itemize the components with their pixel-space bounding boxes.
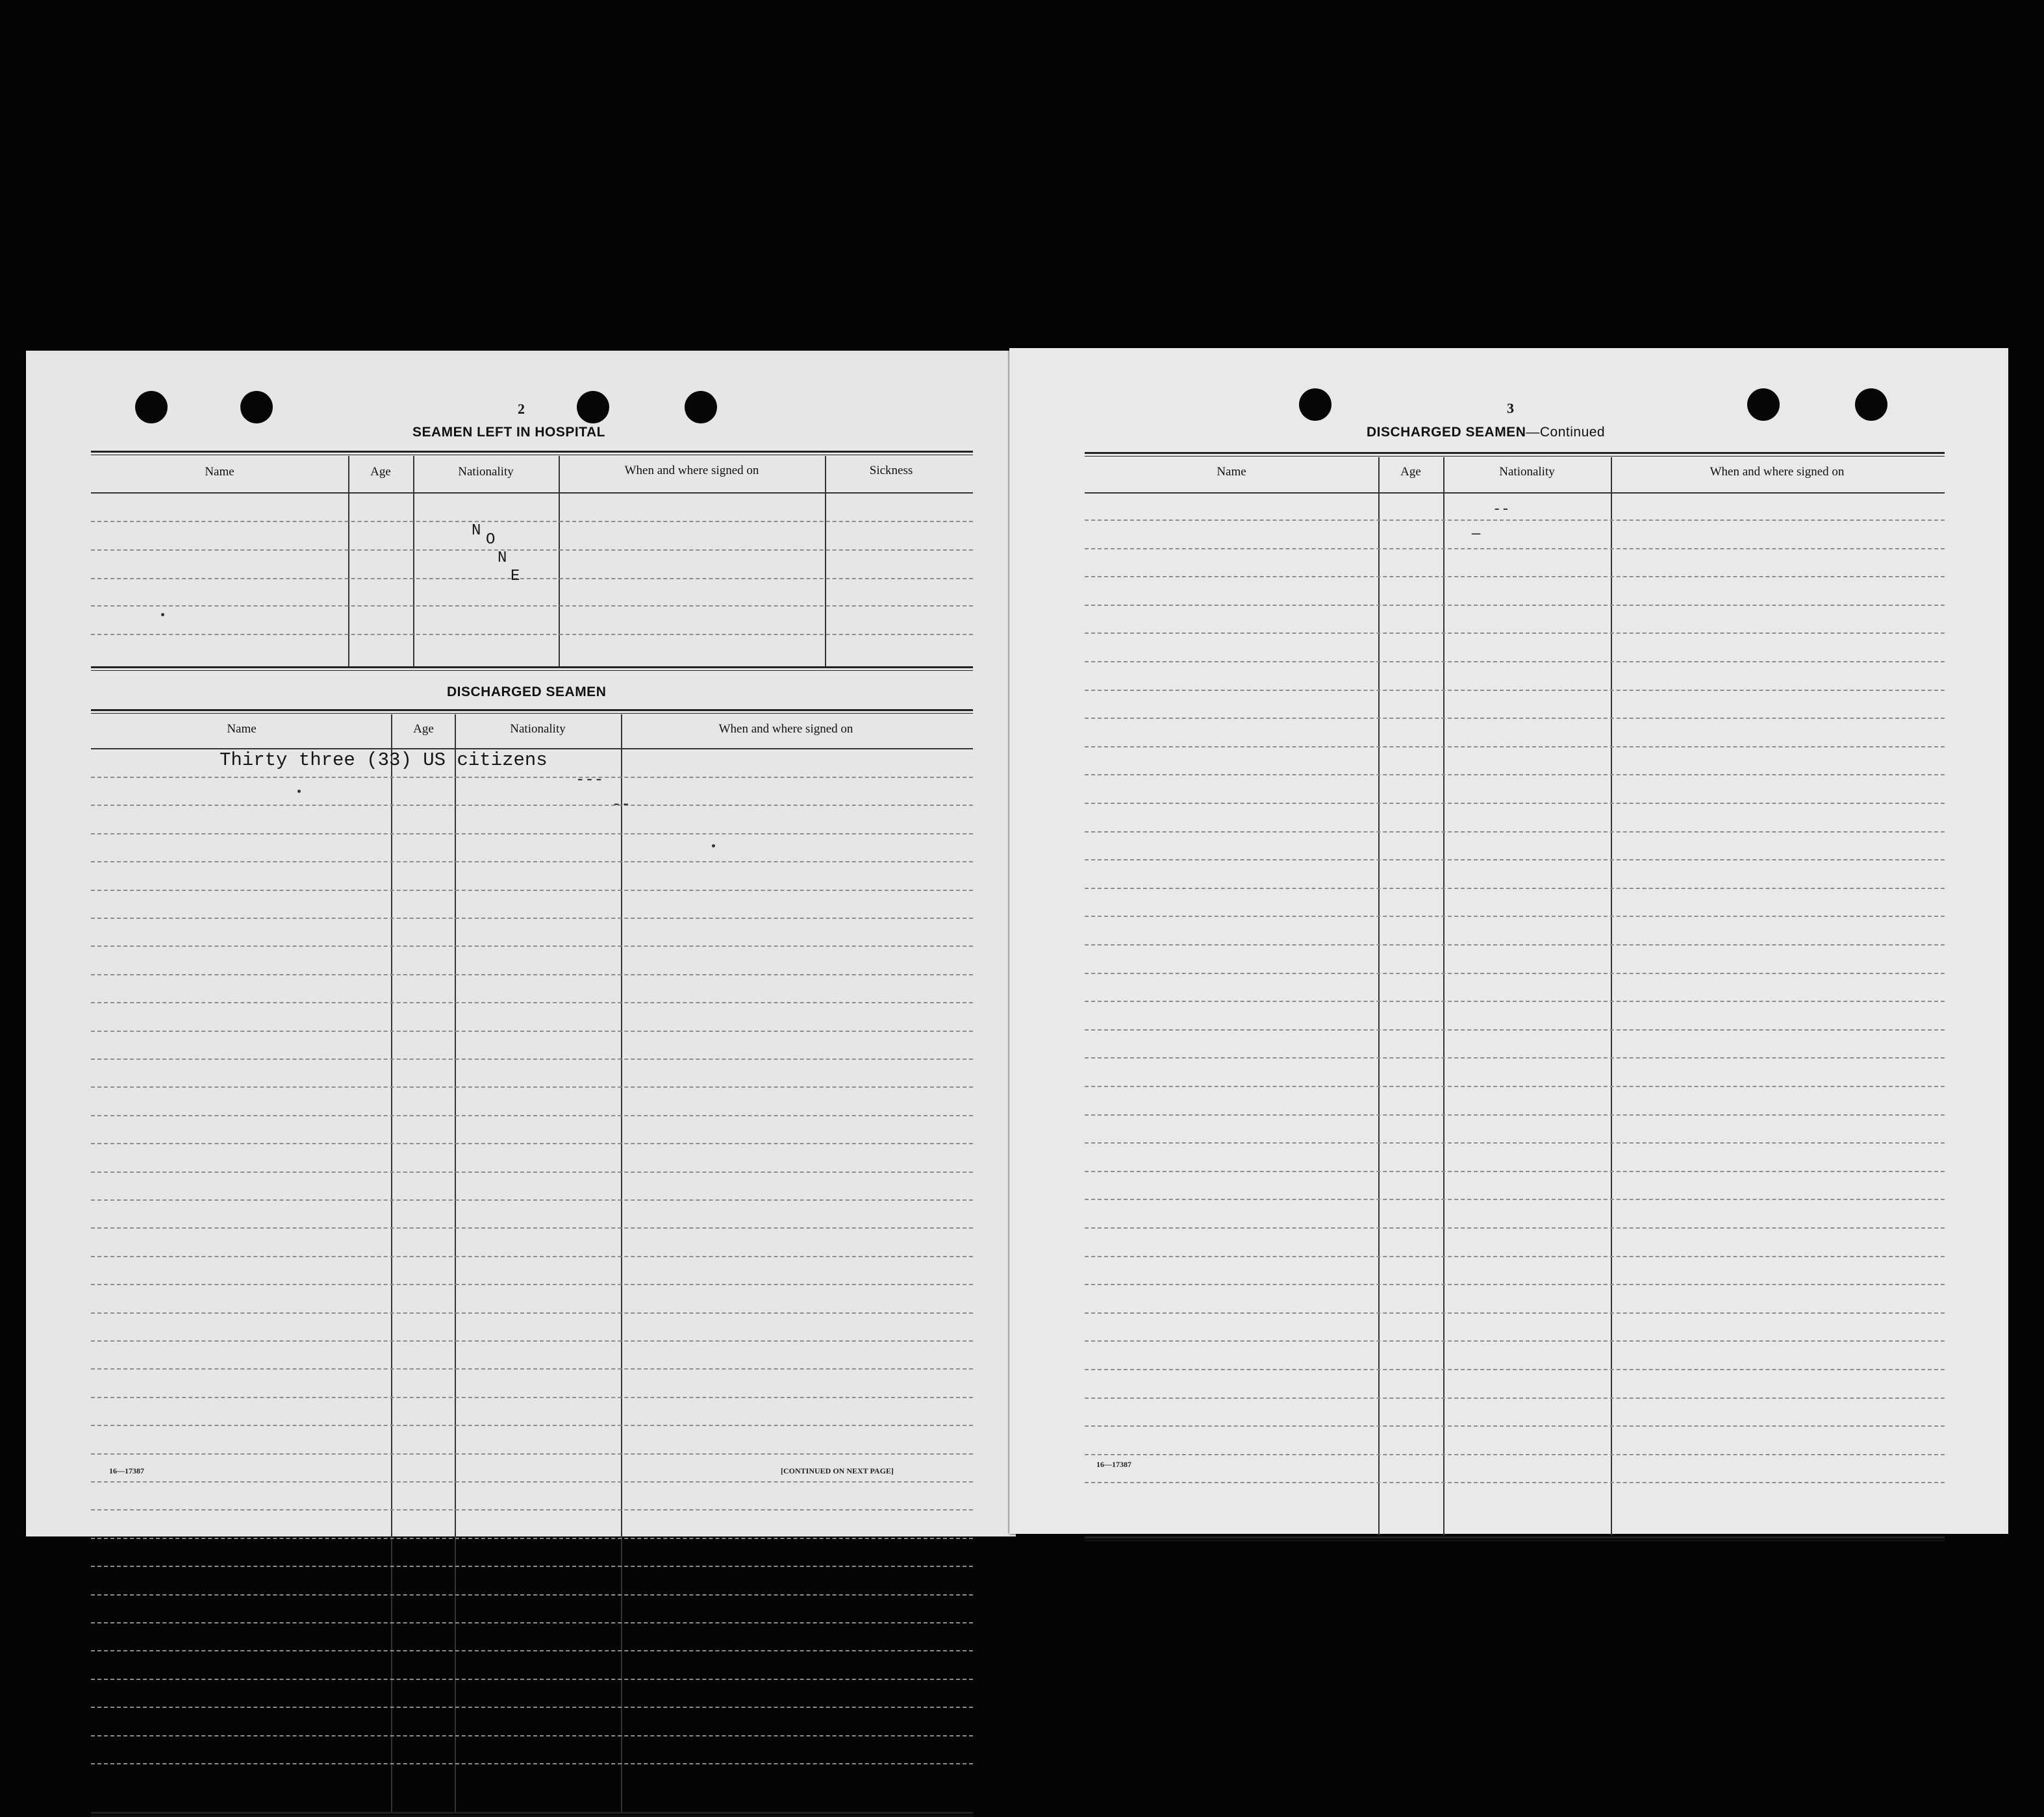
ruled-line	[91, 1622, 973, 1623]
ruled-line	[1085, 1171, 1945, 1172]
ruled-line	[91, 1509, 973, 1510]
ditto-mark: --	[1493, 501, 1510, 518]
discharged-table	[91, 709, 973, 1817]
title-suffix: —Continued	[1526, 425, 1606, 440]
ruled-line	[91, 1763, 973, 1764]
entry-letter-n: N	[498, 549, 507, 567]
ruled-line	[91, 974, 973, 975]
ruled-line	[1085, 661, 1945, 662]
ruled-line	[91, 1115, 973, 1116]
entry-letter-e: E	[511, 568, 520, 585]
column-header-age: Age	[413, 722, 434, 736]
ditto-mark: --	[612, 796, 631, 814]
column-header-signed-on: When and where signed on	[718, 722, 853, 736]
column-header-sickness: Sickness	[869, 464, 913, 477]
ruled-line	[91, 1340, 973, 1342]
ruled-line	[1085, 690, 1945, 691]
ruled-line	[91, 833, 973, 834]
ditto-mark: —	[1472, 526, 1481, 542]
ruled-line	[1085, 520, 1945, 521]
ruled-line	[1085, 1114, 1945, 1116]
ruled-line	[1085, 1369, 1945, 1370]
ruled-line	[1085, 1284, 1945, 1285]
ruled-line	[1085, 1142, 1945, 1144]
ruled-line	[91, 1312, 973, 1314]
ruled-line	[91, 1059, 973, 1060]
punch-hole	[685, 391, 717, 423]
ruled-line	[1085, 1057, 1945, 1059]
form-number: 16—17387	[1096, 1460, 1131, 1469]
page-number: 3	[1507, 400, 1514, 416]
ruled-line	[1085, 633, 1945, 634]
ruled-line	[1085, 1482, 1945, 1483]
column-header-nationality: Nationality	[510, 722, 566, 736]
ruled-line	[91, 1368, 973, 1370]
ruled-line	[91, 777, 973, 778]
ruled-line	[91, 1679, 973, 1680]
column-header-name: Name	[205, 465, 234, 479]
column-header-name: Name	[227, 722, 257, 736]
ruled-line	[91, 1481, 973, 1483]
punch-hole	[135, 391, 168, 423]
ruled-line	[91, 1425, 973, 1426]
column-header-nationality: Nationality	[458, 465, 514, 479]
ruled-line	[1085, 718, 1945, 719]
column-header-name: Name	[1217, 465, 1246, 479]
discharged-continued-table	[1085, 452, 1945, 1543]
ruled-line	[1085, 576, 1945, 577]
ruled-line	[91, 1707, 973, 1708]
ruled-line	[91, 946, 973, 947]
ruled-line	[1085, 1029, 1945, 1031]
punch-hole	[1299, 388, 1331, 421]
punch-hole	[1855, 388, 1887, 421]
hospital-section-title: SEAMEN LEFT IN HOSPITAL	[412, 425, 605, 440]
ruled-line	[1085, 1086, 1945, 1087]
ruled-line	[1085, 1227, 1945, 1229]
ruled-line	[91, 1031, 973, 1032]
ruled-line	[1085, 1340, 1945, 1342]
ruled-line	[91, 890, 973, 891]
entry-letter-n: N	[472, 522, 481, 540]
ruled-line	[91, 1566, 973, 1567]
discharged-continued-title	[1367, 425, 1605, 440]
punch-hole	[1747, 388, 1780, 421]
ruled-line	[91, 1143, 973, 1144]
title-main: DISCHARGED SEAMEN	[1367, 425, 1526, 440]
ruled-line	[1085, 944, 1945, 946]
ruled-line	[91, 1284, 973, 1285]
continued-notice: [CONTINUED ON NEXT PAGE]	[781, 1466, 894, 1475]
ruled-line	[91, 1453, 973, 1455]
ruled-line	[1085, 831, 1945, 833]
ruled-line	[1085, 1256, 1945, 1257]
punch-hole	[240, 391, 273, 423]
discharged-entry-text: Thirty three (33) US citizens	[220, 749, 548, 771]
column-header-age: Age	[1400, 465, 1421, 479]
ruled-line	[1085, 1199, 1945, 1200]
ruled-line	[91, 805, 973, 806]
column-header-signed-on: When and where signed on	[624, 464, 759, 477]
ruled-line	[91, 1397, 973, 1398]
ruled-line	[1085, 916, 1945, 917]
ruled-line	[91, 1172, 973, 1173]
left-page	[26, 351, 1016, 1536]
ditto-mark: ---	[575, 771, 604, 789]
ruled-line	[1085, 803, 1945, 804]
ruled-line	[91, 1256, 973, 1257]
ruled-line	[1085, 859, 1945, 860]
ruled-line	[1085, 888, 1945, 889]
ruled-line	[1085, 1454, 1945, 1455]
right-page	[1009, 348, 2008, 1534]
punch-hole	[577, 391, 609, 423]
ruled-line	[91, 1594, 973, 1596]
entry-letter-o: O	[486, 531, 496, 549]
ruled-line	[1085, 746, 1945, 747]
ruled-line	[91, 1650, 973, 1651]
ruled-line	[1085, 1397, 1945, 1399]
ruled-line	[91, 1538, 973, 1539]
ink-speck	[712, 844, 715, 847]
ruled-line	[91, 861, 973, 862]
ruled-line	[1085, 774, 1945, 775]
ruled-line	[91, 1002, 973, 1003]
column-header-nationality: Nationality	[1499, 465, 1555, 479]
ruled-line	[1085, 548, 1945, 549]
form-number: 16—17387	[109, 1466, 144, 1475]
column-header-signed-on: When and where signed on	[1710, 465, 1845, 479]
hospital-table	[91, 451, 973, 671]
page-number: 2	[518, 401, 525, 417]
discharged-section-title: DISCHARGED SEAMEN	[447, 684, 607, 699]
ruled-line	[1085, 1425, 1945, 1427]
ruled-line	[1085, 605, 1945, 606]
ruled-line	[91, 1735, 973, 1736]
ink-speck	[161, 613, 164, 616]
ruled-line	[91, 1227, 973, 1229]
ruled-line	[91, 1086, 973, 1088]
column-header-age: Age	[370, 465, 391, 479]
ruled-line	[91, 1199, 973, 1201]
ruled-line	[1085, 1312, 1945, 1314]
ruled-line	[1085, 1001, 1945, 1002]
ruled-line	[91, 918, 973, 919]
ruled-line	[1085, 973, 1945, 974]
ink-speck	[297, 790, 301, 793]
